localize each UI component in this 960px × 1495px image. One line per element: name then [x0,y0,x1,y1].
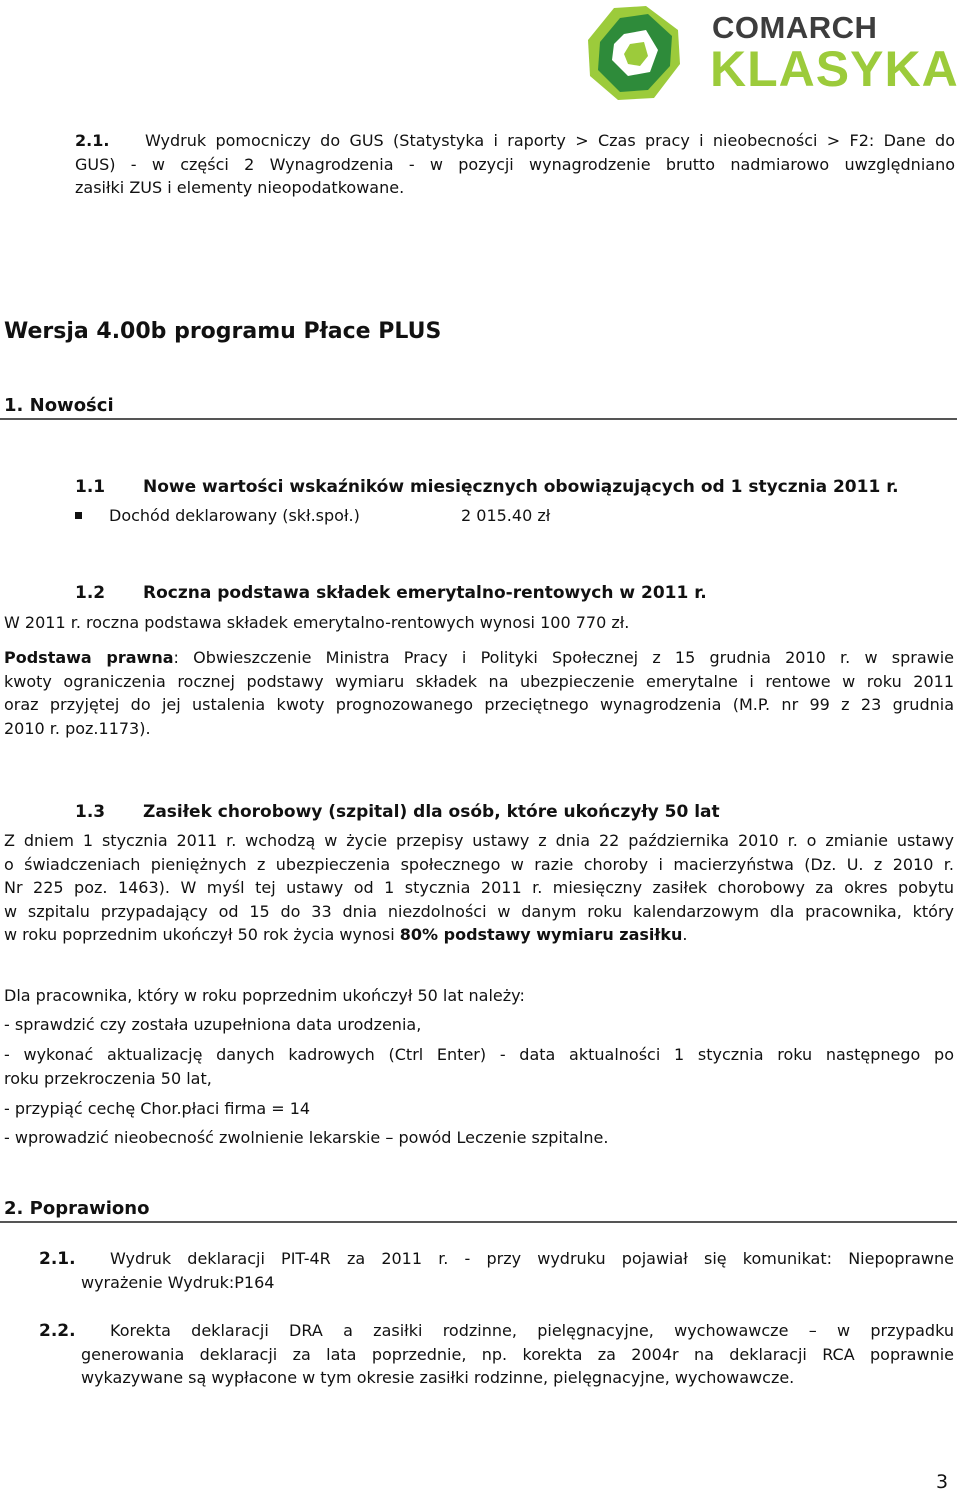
bullet-value: 2 015.40 zł [461,506,551,525]
version-title: Wersja 4.00b programu Płace PLUS [4,319,442,344]
subsection-number: 1.2 [75,583,106,603]
subsection-title: Nowe wartości wskaźników miesięcznych obowiązujących od 1 stycznia 2011 r. [143,477,899,497]
step-item: roku przekroczenia 50 lat, [4,1068,212,1088]
paragraph-line: o świadczeniach pieniężnych z ubezpieczenia społecznego w razie choroby i macierzyństwa (Dz. U. z 2010 r. [4,854,954,874]
fix-item-line: wykazywane są wypłacone w tym okresie zasiłki rodzinne, pielęgnacyjne, wychowawcze. [81,1368,795,1387]
top-item-line: GUS) - w części 2 Wynagrodzenia - w pozycji wynagrodzenie brutto nadmiarowo uwzględniano [75,154,955,174]
bullet-square-icon [75,512,82,519]
subsection-number: 1.3 [75,802,106,822]
paragraph-text: . [682,925,688,944]
logo-text-klasyka: KLASYKA [710,41,959,97]
fix-item-number: 2.1. [39,1249,76,1269]
section-divider [0,418,957,420]
legal-basis-line: 2010 r. poz.1173). [4,718,151,738]
subsection-title: Zasiłek chorobowy (szpital) dla osób, które ukończyły 50 lat [143,802,720,822]
legal-basis-label: Podstawa prawna [4,648,174,667]
logo-text-comarch: COMARCH [712,10,878,45]
steps-intro: Dla pracownika, który w roku poprzednim ukończył 50 lat należy: [4,986,525,1005]
top-item-line: Wydruk pomocniczy do GUS (Statystyka i raporty > Czas pracy i nieobecności > F2: Dane do [145,131,955,150]
step-item: - przypiąć cechę Chor.płaci firma = 14 [4,1099,311,1118]
fix-item-text [81,1319,954,1390]
step-item: - wprowadzić nieobecność zwolnienie lekarskie – powód Leczenie szpitalne. [4,1128,609,1147]
top-item-number: 2.1. [75,131,110,150]
logo-mark-icon [584,4,684,104]
paragraph-line: Nr 225 poz. 1463). W myśl tej ustawy od 1 stycznia 2011 r. miesięczny zasiłek chorobowy za okres pobytu [4,878,954,897]
step-item: - sprawdzić czy została uzupełniona data urodzenia, [4,1015,422,1034]
fix-item-line: Korekta deklaracji DRA a zasiłki rodzinne, pielęgnacyjne, wychowawcze – w przypadku [110,1321,954,1340]
legal-basis-line: oraz przyjętej do jej ustalenia kwoty prognozowanego przeciętnego wynagrodzenia (M.P. nr 99 z 23 grudnia [4,695,954,714]
paragraph-text: w roku poprzednim ukończył 50 rok życia wynosi [4,925,400,944]
fix-item-line: wyrażenie Wydruk:P164 [81,1272,275,1292]
sickness-paragraph [4,829,954,947]
fix-item-line: generowania deklaracji za lata poprzednie, np. korekta za 2004r na deklaracji RCA poprawnie [81,1344,954,1364]
legal-basis-line [4,646,954,670]
fix-item-text [81,1247,954,1294]
section-divider [0,1221,957,1223]
page-number: 3 [936,1471,949,1493]
top-item-text [75,129,955,200]
fix-item-number: 2.2. [39,1321,76,1341]
bullet-label: Dochód deklarowany (skł.społ.) [109,506,360,525]
fix-item-line: Wydruk deklaracji PIT-4R za 2011 r. - przy wydruku pojawiał się komunikat: Niepoprawne [110,1249,954,1268]
section-heading-nowosci: 1. Nowości [4,395,114,416]
paragraph-line: W 2011 r. roczna podstawa składek emerytalno-rentowych wynosi 100 770 zł. [4,613,630,632]
top-item-line: zasiłki ZUS i elementy nieopodatkowane. [75,178,405,197]
step-item: - wykonać aktualizację danych kadrowych (Ctrl Enter) - data aktualności 1 stycznia roku następnego po [4,1045,954,1064]
paragraph-line [4,923,954,947]
emphasis-text: 80% podstawy wymiaru zasiłku [399,925,683,944]
legal-basis-paragraph [4,646,954,740]
paragraph-line: w szpitalu przypadający od 15 do 33 dnia niezdolności w danym roku kalendarzowym dla pracownika, który [4,901,954,921]
step-item-multiline [4,1043,954,1090]
legal-basis-text: : Obwieszczenie Ministra Pracy i Polityki Społecznej z 15 grudnia 2010 r. w sprawie [173,648,954,667]
legal-basis-line: kwoty ograniczenia rocznej podstawy wymiaru składek na ubezpieczenie emerytalne i rentowe w roku 2011 [4,671,954,691]
section-heading-poprawiono: 2. Poprawiono [4,1198,150,1219]
paragraph-line: Z dniem 1 stycznia 2011 r. wchodzą w życie przepisy ustawy z dnia 22 października 2010 r. o zmianie ustawy [4,831,954,850]
subsection-number: 1.1 [75,477,106,497]
comarch-klasyka-logo [584,4,959,104]
subsection-title: Roczna podstawa składek emerytalno-rentowych w 2011 r. [143,583,707,603]
